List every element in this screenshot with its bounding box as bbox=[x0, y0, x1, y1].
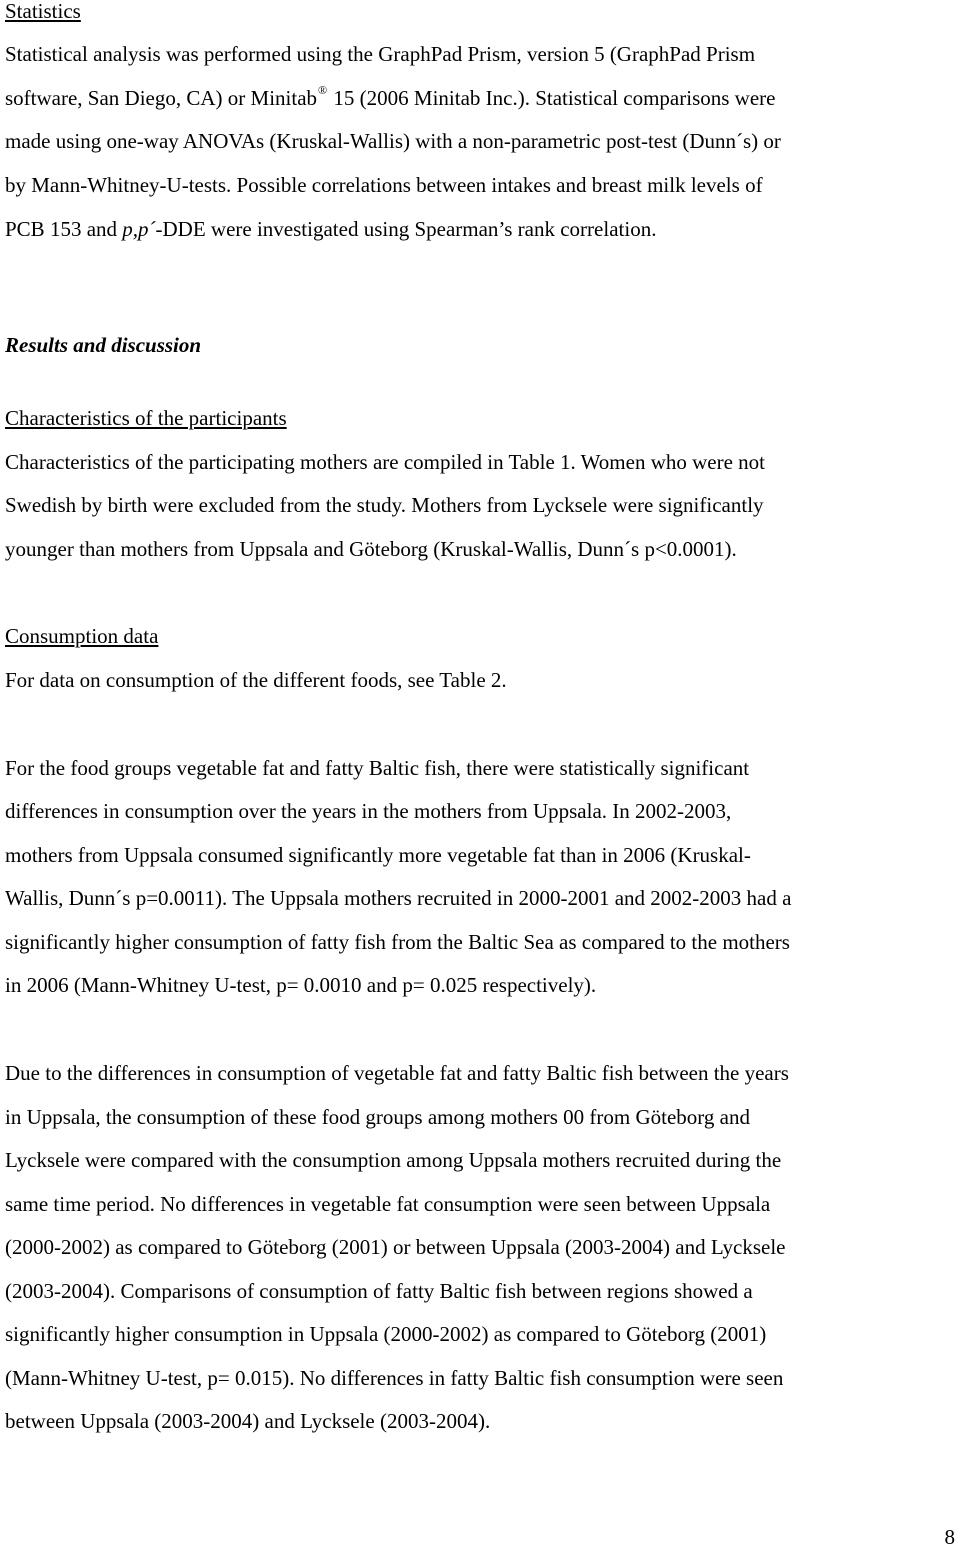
consumption-para2-line-2: in Uppsala, the consumption of these food groups among mothers 00 from Göteborg and bbox=[5, 1105, 750, 1129]
document-page bbox=[5, 0, 955, 1549]
consumption-intro-text: For data on consumption of the different foods, see Table 2. bbox=[5, 668, 507, 692]
participants-text-line-3: younger than mothers from Uppsala and Göteborg (Kruskal-Wallis, Dunn´s p<0.0001). bbox=[5, 537, 737, 561]
consumption-para1-line-6: in 2006 (Mann-Whitney U-test, p= 0.0010 and p= 0.025 respectively). bbox=[5, 973, 597, 997]
consumption-para1-line-4: Wallis, Dunn´s p=0.0011). The Uppsala mothers recruited in 2000-2001 and 2002-2003 had a bbox=[5, 886, 792, 910]
consumption-para2-line-7: significantly higher consumption in Uppsala (2000-2002) as compared to Göteborg (2001) bbox=[5, 1322, 767, 1346]
statistics-text-line-1: Statistical analysis was performed using the GraphPad Prism, version 5 (GraphPad Prism bbox=[5, 42, 756, 66]
subsection-heading-consumption: Consumption data bbox=[5, 624, 159, 648]
participants-text-line-2: Swedish by birth were excluded from the study. Mothers from Lycksele were significantly bbox=[5, 493, 764, 517]
statistics-text-line-3: made using one-way ANOVAs (Kruskal-Wallis) with a non-parametric post-test (Dunn´s) or bbox=[5, 129, 781, 153]
statistics-text-line-4: by Mann-Whitney-U-tests. Possible correlations between intakes and breast milk levels of bbox=[5, 173, 763, 197]
consumption-para2-line-8: (Mann-Whitney U-test, p= 0.015). No differences in fatty Baltic fish consumption were seen bbox=[5, 1366, 784, 1390]
consumption-para2-line-9: between Uppsala (2003-2004) and Lycksele (2003-2004). bbox=[5, 1409, 491, 1433]
consumption-para1-line-3: mothers from Uppsala consumed significantly more vegetable fat than in 2006 (Kruskal- bbox=[5, 843, 751, 867]
consumption-para2-line-4: same time period. No differences in vegetable fat consumption were seen between Uppsala bbox=[5, 1192, 771, 1216]
section-heading-results-discussion: Results and discussion bbox=[5, 333, 202, 357]
consumption-para2-line-6: (2003-2004). Comparisons of consumption of fatty Baltic fish between regions showed a bbox=[5, 1279, 753, 1303]
consumption-para1-line-2: differences in consumption over the years in the mothers from Uppsala. In 2002-2003, bbox=[5, 799, 732, 823]
participants-text-line-1: Characteristics of the participating mothers are compiled in Table 1. Women who were not bbox=[5, 450, 765, 474]
registered-trademark-symbol: ® bbox=[318, 83, 328, 97]
consumption-para1-line-1: For the food groups vegetable fat and fatty Baltic fish, there were statistically significant bbox=[5, 756, 750, 780]
consumption-para1-line-5: significantly higher consumption of fatty fish from the Baltic Sea as compared to the mothers bbox=[5, 930, 790, 954]
consumption-para2-line-1: Due to the differences in consumption of vegetable fat and fatty Baltic fish between the years bbox=[5, 1061, 789, 1085]
subsection-heading-participants: Characteristics of the participants bbox=[5, 406, 287, 430]
consumption-para2-line-3: Lycksele were compared with the consumption among Uppsala mothers recruited during the bbox=[5, 1148, 782, 1172]
consumption-para2-line-5: (2000-2002) as compared to Göteborg (2001) or between Uppsala (2003-2004) and Lycksele bbox=[5, 1235, 786, 1259]
page-number: 8 bbox=[944, 1525, 955, 1549]
statistics-text-line-2: software, San Diego, CA) or Minitab® 15 (2006 Minitab Inc.). Statistical comparisons were bbox=[5, 83, 776, 110]
section-heading-statistics: Statistics bbox=[5, 0, 81, 23]
statistics-text-line-5: PCB 153 and p,p´-DDE were investigated using Spearman’s rank correlation. bbox=[5, 217, 657, 241]
